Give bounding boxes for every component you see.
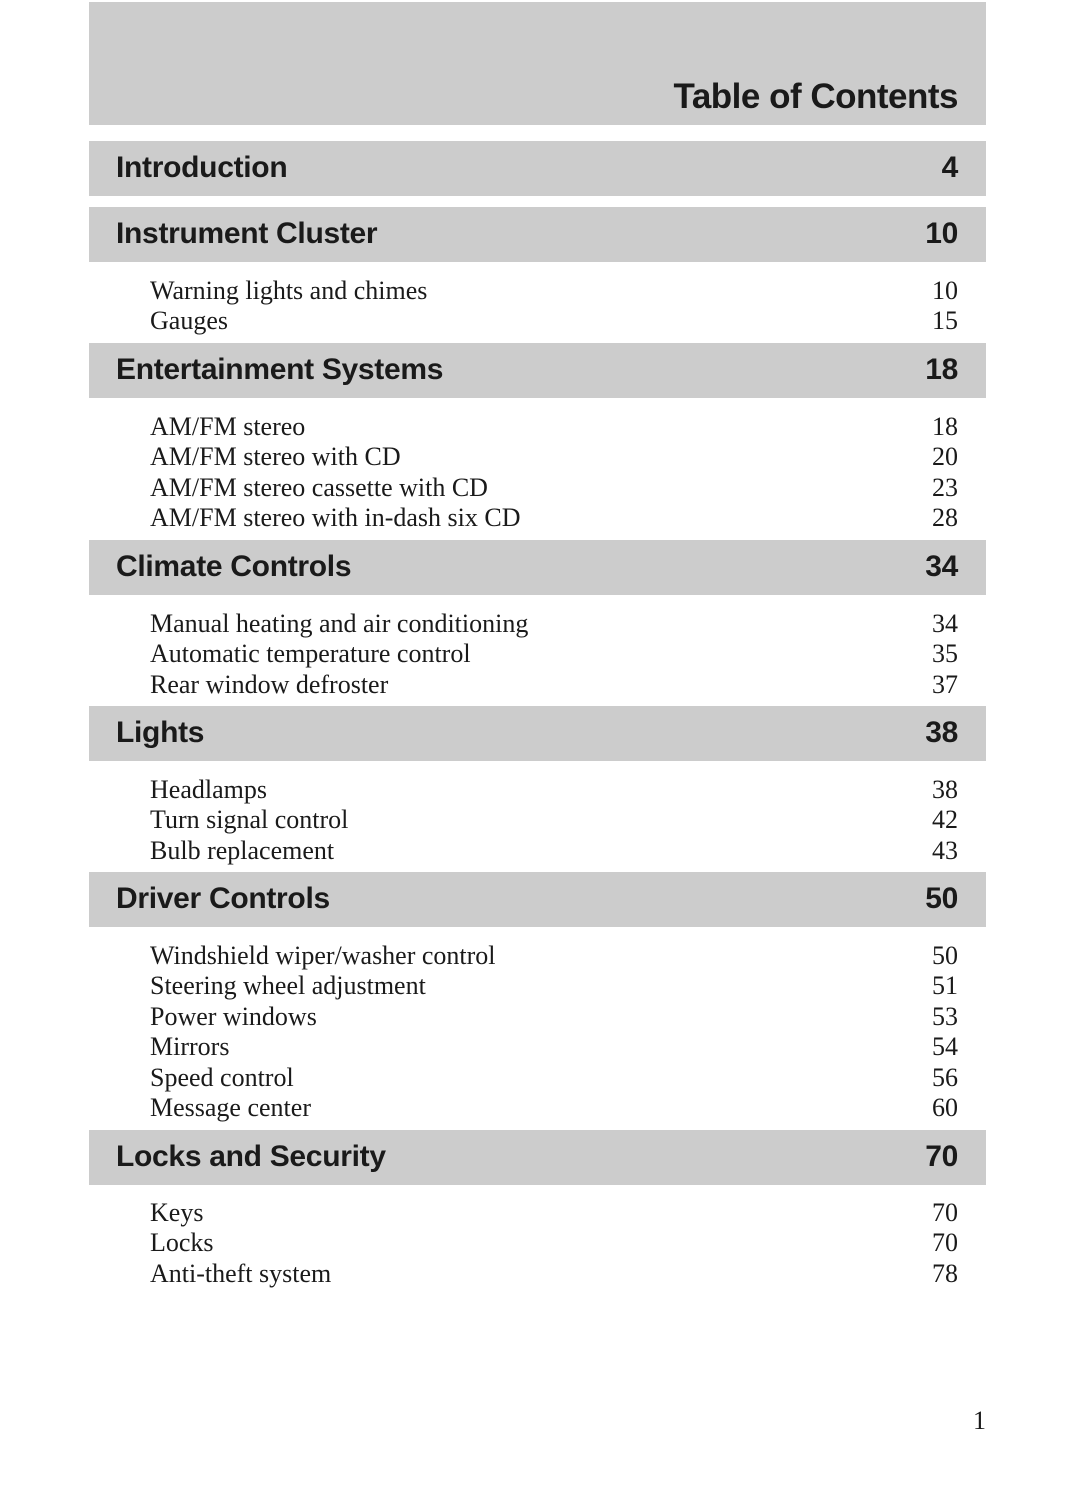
entry-label: Message center bbox=[150, 1092, 311, 1122]
toc-entry[interactable] bbox=[89, 276, 986, 306]
entry-page: 20 bbox=[932, 442, 958, 472]
subsection-list bbox=[89, 276, 986, 337]
entry-page: 15 bbox=[932, 306, 958, 336]
toc-entry[interactable] bbox=[89, 1093, 986, 1123]
subsection-list bbox=[89, 412, 986, 534]
toc-entry[interactable] bbox=[89, 836, 986, 866]
entry-page: 43 bbox=[932, 835, 958, 865]
section-lights[interactable] bbox=[89, 706, 986, 761]
entry-label: Bulb replacement bbox=[150, 835, 335, 865]
entry-label: Steering wheel adjustment bbox=[150, 971, 426, 1001]
toc-entry[interactable] bbox=[89, 473, 986, 503]
section-entertainment-systems[interactable] bbox=[89, 343, 986, 398]
section-page: 4 bbox=[941, 151, 958, 184]
entry-label: AM/FM stereo cassette with CD bbox=[150, 472, 488, 502]
section-title: Driver Controls bbox=[116, 882, 330, 915]
toc-entry[interactable] bbox=[89, 670, 986, 700]
entry-page: 53 bbox=[932, 1001, 958, 1031]
entry-page: 54 bbox=[932, 1032, 958, 1062]
subsection-list bbox=[89, 609, 986, 700]
entry-page: 38 bbox=[932, 775, 958, 804]
entry-page: 60 bbox=[932, 1092, 958, 1122]
entry-page: 37 bbox=[932, 669, 958, 699]
section-page: 10 bbox=[925, 217, 958, 250]
toc-entry[interactable] bbox=[89, 639, 986, 669]
entry-label: Turn signal control bbox=[150, 805, 349, 835]
toc-entry[interactable] bbox=[89, 1198, 986, 1228]
subsection-list bbox=[89, 941, 986, 1123]
toc-entry[interactable] bbox=[89, 1259, 986, 1289]
section-page: 70 bbox=[925, 1140, 958, 1173]
entry-page: 23 bbox=[932, 472, 958, 502]
section-page: 50 bbox=[925, 882, 958, 915]
entry-label: AM/FM stereo bbox=[150, 412, 306, 441]
toc-entry[interactable] bbox=[89, 412, 986, 442]
toc-entry[interactable] bbox=[89, 775, 986, 805]
toc-entry[interactable] bbox=[89, 609, 986, 639]
entry-page: 50 bbox=[932, 941, 958, 970]
section-title: Entertainment Systems bbox=[116, 353, 444, 386]
section-title: Climate Controls bbox=[116, 550, 352, 583]
entry-page: 70 bbox=[932, 1228, 958, 1258]
toc-entry[interactable] bbox=[89, 1032, 986, 1062]
entry-page: 35 bbox=[932, 639, 958, 669]
entry-label: AM/FM stereo with in-dash six CD bbox=[150, 503, 521, 533]
page-title: Table of Contents bbox=[673, 77, 958, 116]
entry-page: 18 bbox=[932, 412, 958, 441]
section-climate-controls[interactable] bbox=[89, 540, 986, 595]
entry-page: 78 bbox=[932, 1258, 958, 1288]
toc-entry[interactable] bbox=[89, 503, 986, 533]
entry-label: Gauges bbox=[150, 306, 228, 336]
entry-label: Keys bbox=[150, 1198, 204, 1227]
toc-entry[interactable] bbox=[89, 941, 986, 971]
section-instrument-cluster[interactable] bbox=[89, 207, 986, 262]
entry-page: 70 bbox=[932, 1198, 958, 1227]
section-page: 18 bbox=[925, 353, 958, 386]
entry-label: Warning lights and chimes bbox=[150, 276, 428, 305]
section-page: 38 bbox=[925, 716, 958, 749]
section-title: Locks and Security bbox=[116, 1140, 386, 1173]
section-page: 34 bbox=[925, 550, 958, 583]
toc-entry[interactable] bbox=[89, 1002, 986, 1032]
entry-page: 10 bbox=[932, 276, 958, 305]
entry-label: Headlamps bbox=[150, 775, 267, 804]
page-number: 1 bbox=[973, 1406, 986, 1435]
entry-page: 34 bbox=[932, 609, 958, 638]
section-title: Instrument Cluster bbox=[116, 217, 378, 250]
section-title: Introduction bbox=[116, 151, 288, 184]
toc-header bbox=[89, 2, 986, 125]
entry-label: Power windows bbox=[150, 1001, 317, 1031]
toc-entry[interactable] bbox=[89, 442, 986, 472]
toc-entry[interactable] bbox=[89, 1228, 986, 1258]
toc-entry[interactable] bbox=[89, 306, 986, 336]
subsection-list bbox=[89, 775, 986, 866]
entry-page: 42 bbox=[932, 805, 958, 835]
entry-page: 51 bbox=[932, 971, 958, 1001]
entry-label: Locks bbox=[150, 1228, 214, 1258]
entry-label: Anti-theft system bbox=[150, 1258, 332, 1288]
entry-label: Windshield wiper/washer control bbox=[150, 941, 496, 970]
entry-label: Rear window defroster bbox=[150, 669, 389, 699]
subsection-list bbox=[89, 1198, 986, 1289]
section-title: Lights bbox=[116, 716, 205, 749]
entry-label: Mirrors bbox=[150, 1032, 230, 1062]
toc-entry[interactable] bbox=[89, 971, 986, 1001]
section-locks-and-security[interactable] bbox=[89, 1130, 986, 1185]
toc-entry[interactable] bbox=[89, 1063, 986, 1093]
entry-page: 56 bbox=[932, 1062, 958, 1092]
section-driver-controls[interactable] bbox=[89, 872, 986, 927]
entry-page: 28 bbox=[932, 503, 958, 533]
entry-label: Speed control bbox=[150, 1062, 294, 1092]
entry-label: AM/FM stereo with CD bbox=[150, 442, 401, 472]
entry-label: Manual heating and air conditioning bbox=[150, 609, 529, 638]
entry-label: Automatic temperature control bbox=[150, 639, 471, 669]
section-introduction[interactable] bbox=[89, 141, 986, 196]
toc-entry[interactable] bbox=[89, 805, 986, 835]
